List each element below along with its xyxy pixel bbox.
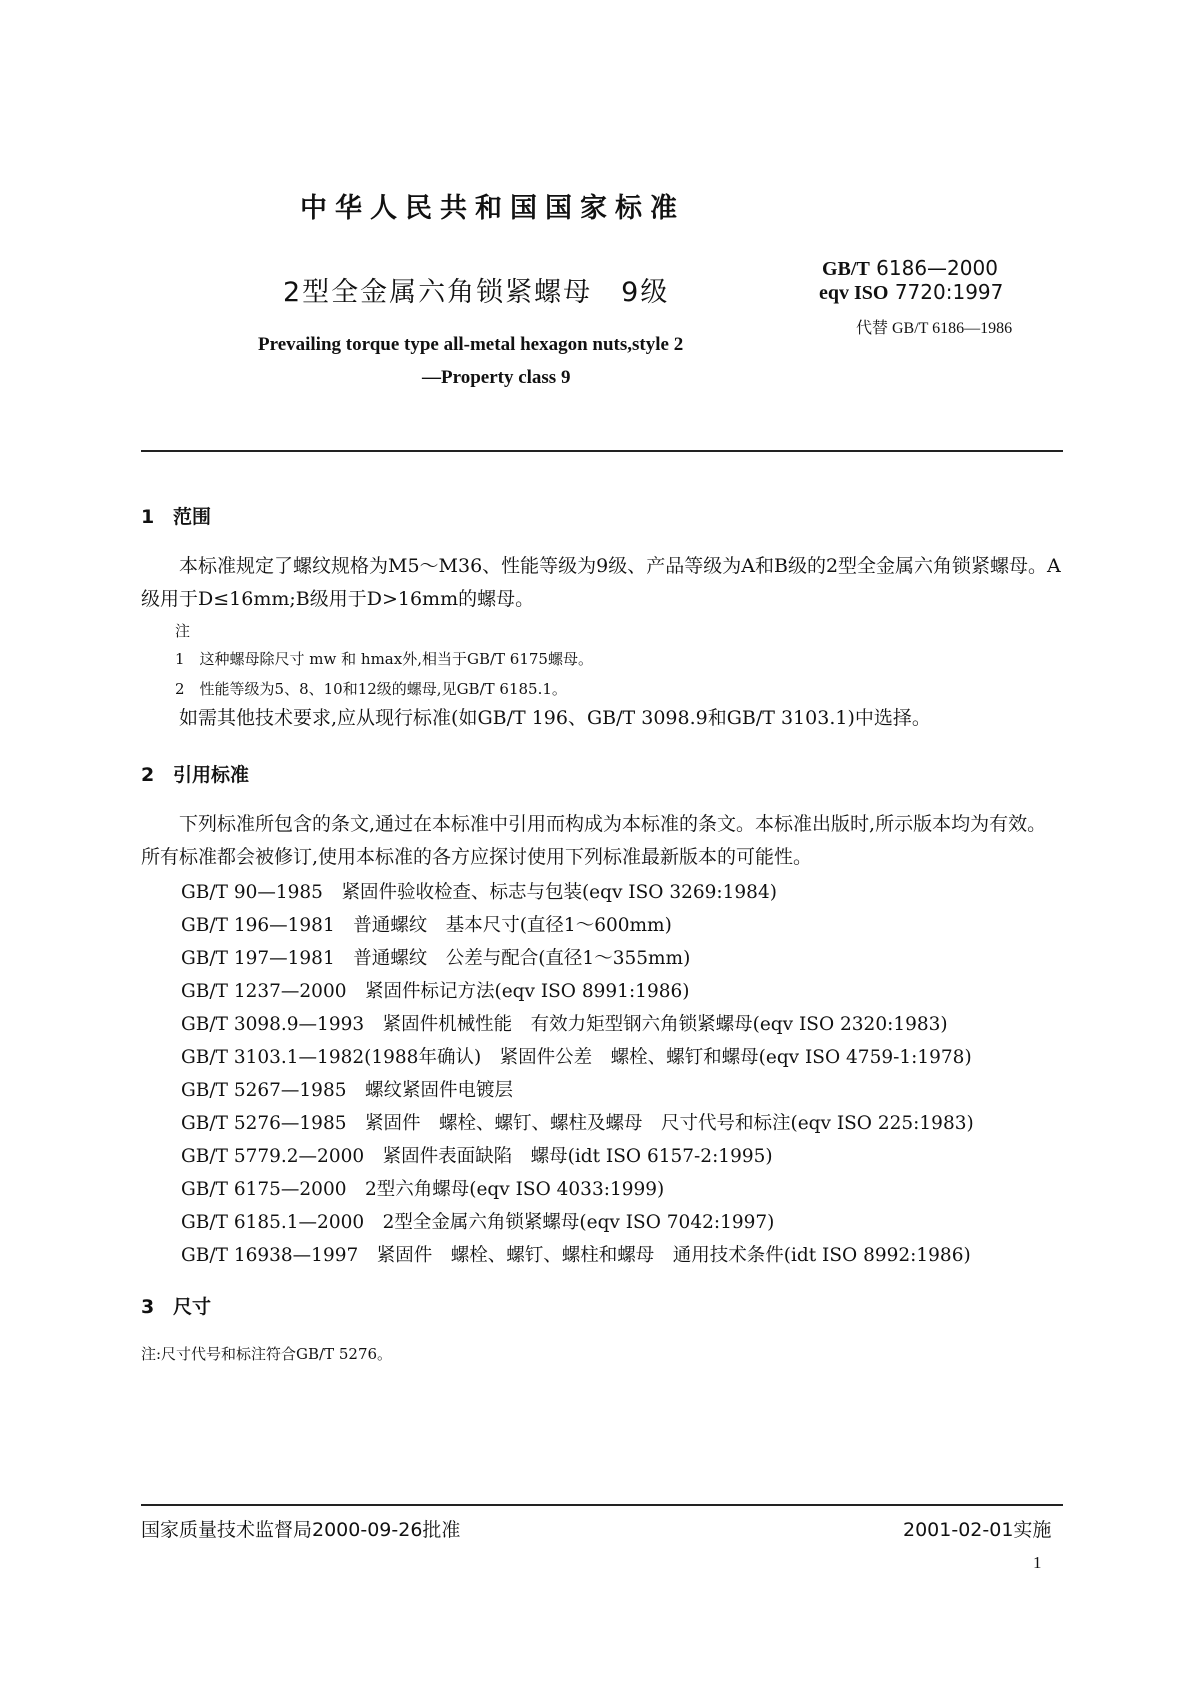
reference-item: GB/T 1237—2000 紧固件标记方法(eqv ISO 8991:1986) bbox=[181, 981, 690, 1002]
section-1-note-label: 注 bbox=[175, 622, 191, 640]
section-1-number: 1 bbox=[141, 506, 155, 528]
section-1-title: 范围 bbox=[173, 506, 212, 528]
section-1-heading bbox=[141, 502, 211, 529]
section-1-note-1: 1 这种螺母除尺寸 mw 和 hmax外,相当于GB/T 6175螺母。 bbox=[175, 650, 593, 668]
reference-item: GB/T 3103.1—1982(1988年确认) 紧固件公差 螺栓、螺钉和螺母(eqv ISO 4759-1:1978) bbox=[181, 1047, 972, 1068]
national-standard-heading: 中华人民共和国国家标准 bbox=[300, 193, 685, 224]
header-divider bbox=[141, 450, 1063, 452]
standard-code bbox=[822, 256, 998, 281]
reference-item: GB/T 5267—1985 螺纹紧固件电镀层 bbox=[181, 1080, 513, 1101]
reference-item: GB/T 3098.9—1993 紧固件机械性能 有效力矩型钢六角锁紧螺母(eqv ISO 2320:1983) bbox=[181, 1014, 948, 1035]
reference-item: GB/T 6185.1—2000 2型全金属六角锁紧螺母(eqv ISO 7042:1997) bbox=[181, 1212, 775, 1233]
reference-item: GB/T 6175—2000 2型六角螺母(eqv ISO 4033:1999) bbox=[181, 1179, 665, 1200]
section-1-note-2: 2 性能等级为5、8、10和12级的螺母,见GB/T 6185.1。 bbox=[175, 680, 567, 698]
iso-equivalent-label: eqv ISO bbox=[819, 282, 889, 304]
section-3-note: 注:尺寸代号和标注符合GB/T 5276。 bbox=[141, 1345, 393, 1363]
reference-item: GB/T 196—1981 普通螺纹 基本尺寸(直径1～600mm) bbox=[181, 915, 672, 936]
page-number: 1 bbox=[1033, 1553, 1042, 1572]
reference-item: GB/T 197—1981 普通螺纹 公差与配合(直径1～355mm) bbox=[181, 948, 691, 969]
iso-equivalent bbox=[819, 280, 1003, 305]
reference-item: GB/T 90—1985 紧固件验收检查、标志与包装(eqv ISO 3269:1984) bbox=[181, 882, 777, 903]
iso-equivalent-value: 7720:1997 bbox=[888, 280, 1004, 304]
reference-item: GB/T 5779.2—2000 紧固件表面缺陷 螺母(idt ISO 6157-2:1995) bbox=[181, 1146, 773, 1167]
section-1-paragraph: 本标准规定了螺纹规格为M5～M36、性能等级为9级、产品等级为A和B级的2型全金属六角锁紧螺母。A级用于D≤16mm;B级用于D>16mm的螺母。 bbox=[141, 555, 1061, 610]
section-1-paragraph-2: 如需其他技术要求,应从现行标准(如GB/T 196、GB/T 3098.9和GB/T 3103.1)中选择。 bbox=[179, 707, 931, 729]
effective-date-line: 2001-02-01实施 bbox=[903, 1519, 1052, 1541]
section-3-heading bbox=[141, 1292, 211, 1319]
chinese-title: 2型全金属六角锁紧螺母 9级 bbox=[283, 277, 670, 308]
standard-code-label: GB/T bbox=[822, 258, 870, 280]
section-3-number: 3 bbox=[141, 1296, 155, 1318]
section-2-paragraph: 下列标准所包含的条文,通过在本标准中引用而构成为本标准的条文。本标准出版时,所示版本均为有效。所有标准都会被修订,使用本标准的各方应探讨使用下列标准最新版本的可能性。 bbox=[141, 813, 1047, 868]
standard-code-value: 6186—2000 bbox=[869, 256, 998, 280]
footer-divider bbox=[141, 1504, 1063, 1506]
section-3-title: 尺寸 bbox=[173, 1296, 212, 1318]
section-2-title: 引用标准 bbox=[173, 764, 250, 786]
english-title-line-1: Prevailing torque type all-metal hexagon nuts,style 2 bbox=[258, 334, 684, 355]
reference-item: GB/T 16938—1997 紧固件 螺栓、螺钉、螺柱和螺母 通用技术条件(idt ISO 8992:1986) bbox=[181, 1245, 971, 1266]
section-2-number: 2 bbox=[141, 764, 155, 786]
approval-line: 国家质量技术监督局2000-09-26批准 bbox=[141, 1519, 461, 1541]
section-2-heading bbox=[141, 760, 249, 787]
replaces-standard: 代替 GB/T 6186—1986 bbox=[856, 320, 1013, 337]
english-title-line-2: —Property class 9 bbox=[422, 367, 571, 388]
reference-item: GB/T 5276—1985 紧固件 螺栓、螺钉、螺柱及螺母 尺寸代号和标注(eqv ISO 225:1983) bbox=[181, 1113, 974, 1134]
